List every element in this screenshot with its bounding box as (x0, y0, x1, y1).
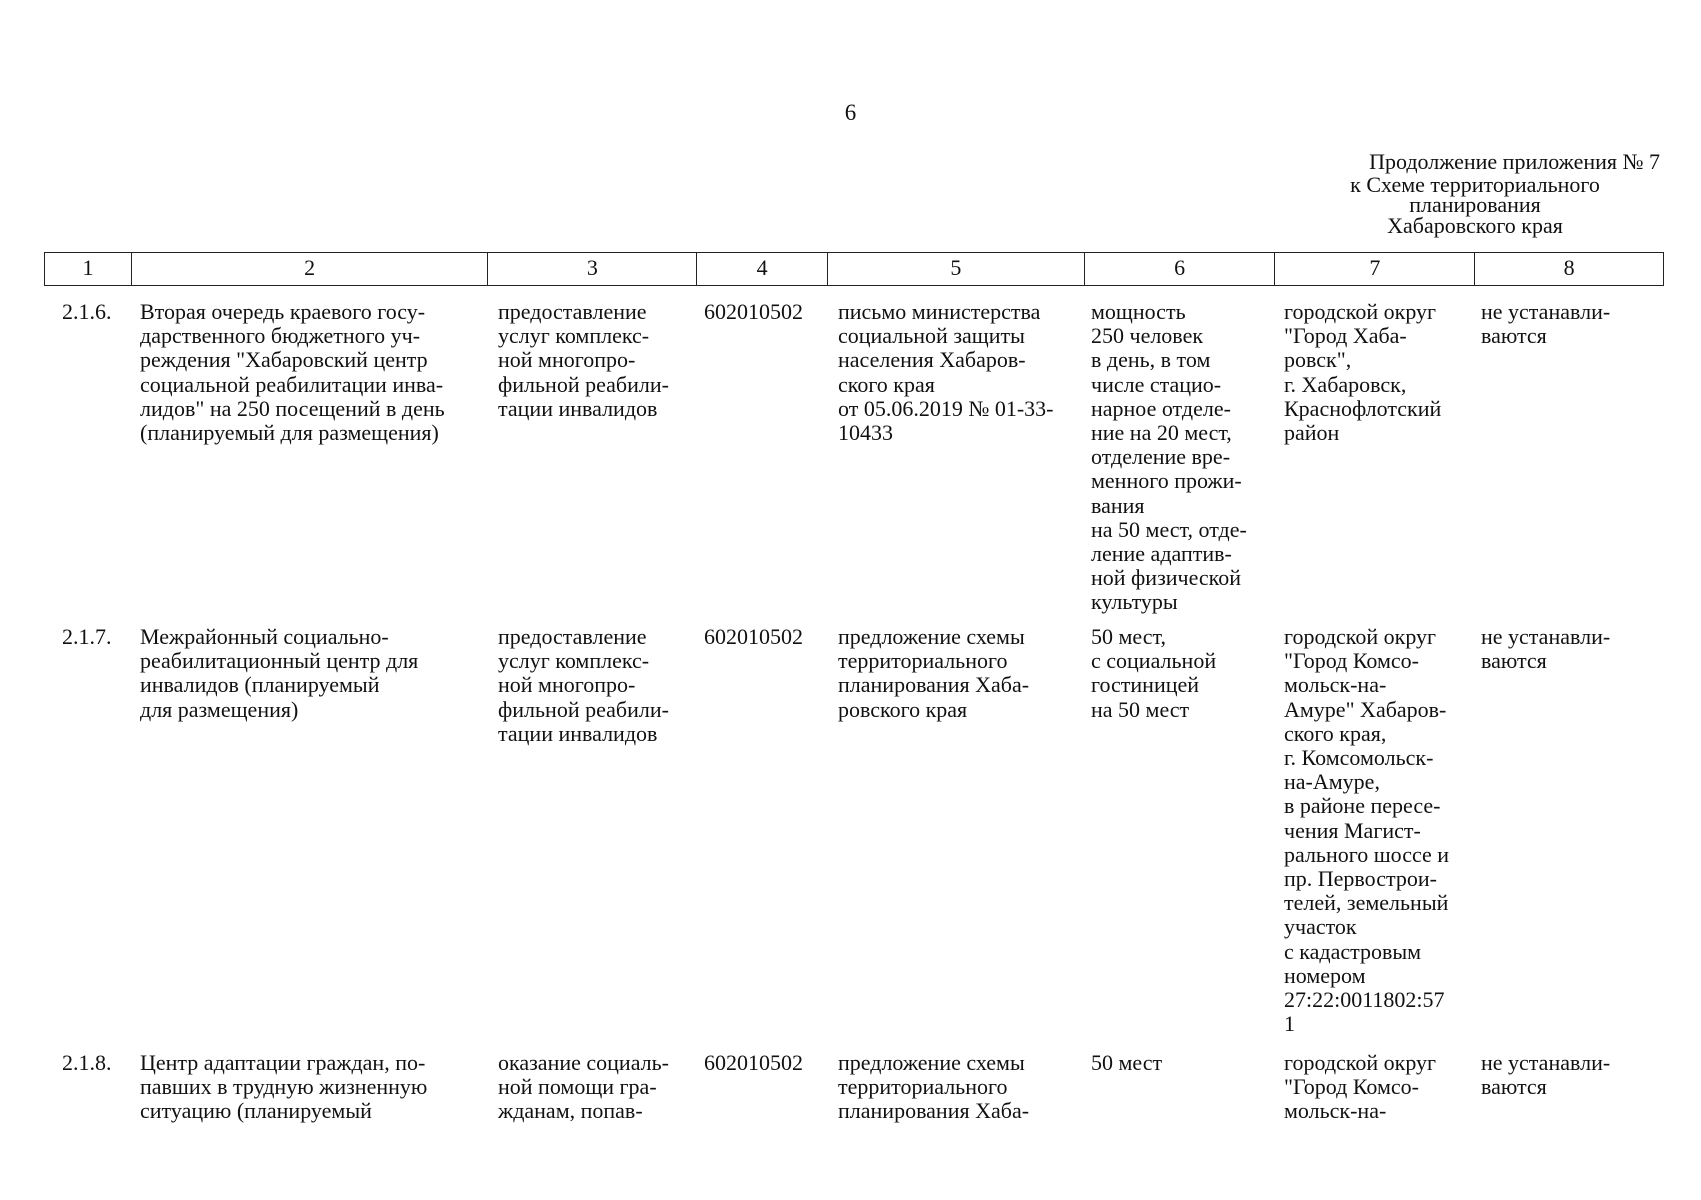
object-code: 602010502 (704, 299, 803, 324)
object-code: 602010502 (704, 624, 803, 649)
basis-document: предложение схемы территориального планирования Хаба- (838, 1050, 1030, 1124)
object-characteristics: мощность 250 человек в день, в том числе стацио- нарное отделе- ние на 20 мест, отделение вре- менного прожи- вания на 50 мест, отде- ление адаптив- ной физической культуры (1091, 299, 1247, 615)
appendix-note-line: Продолжение приложения № 7 (1369, 149, 1660, 174)
column-number: 3 (488, 253, 697, 285)
appendix-note (1290, 150, 1660, 237)
object-purpose: предоставление услуг комплекс- ной многопро- фильной реабили- тации инвалидов (498, 299, 669, 421)
object-code: 602010502 (704, 1050, 803, 1075)
column-number: 5 (828, 253, 1085, 285)
object-location: городской округ "Город Комсо- мольск-на- (1284, 1050, 1437, 1124)
basis-document: письмо министерства социальной защиты населения Хабаров- ского края от 05.06.2019 № 01-33- 10433 (838, 299, 1054, 446)
page-number: 6 (844, 100, 857, 125)
appendix-note-line: к Схеме территориального (1350, 172, 1600, 197)
column-number: 7 (1275, 253, 1475, 285)
object-characteristics: 50 мест (1091, 1050, 1163, 1075)
column-number: 2 (132, 253, 489, 285)
restricted-zones: не устанавли- ваются (1481, 299, 1611, 349)
column-number: 6 (1085, 253, 1276, 285)
object-purpose: оказание социаль- ной помощи гра- жданам, попав- (498, 1050, 669, 1124)
object-name: Межрайонный социально- реабилитационный центр для инвалидов (планируемый для размещения) (140, 624, 419, 722)
object-name: Вторая очередь краевого госу- дарственного бюджетного уч- реждения "Хабаровский центр социальной реабилитации инва- лидов" на 250 посещений в день (планируемый для размещения) (140, 299, 445, 446)
row-number: 2.1.7. (62, 624, 112, 649)
object-name: Центр адаптации граждан, по- павших в трудную жизненную ситуацию (планируемый (140, 1050, 428, 1124)
object-location: городской округ "Город Хаба- ровск", г. Хабаровск, Краснофлотский район (1284, 299, 1442, 446)
column-number: 8 (1563, 255, 1575, 280)
object-location: городской округ "Город Комсо- мольск-на- Амуре" Хабаров- ского края, г. Комсомольск- на-Амуре, в районе пересе- чения Магист- рального шоссе и пр. Первострои- телей, земельный участок с кадастровым номером 27:22:0011802:57 1 (1284, 624, 1450, 1037)
restricted-zones: не устанавли- ваются (1481, 624, 1611, 674)
row-number: 2.1.6. (62, 299, 112, 324)
object-purpose: предоставление услуг комплекс- ной многопро- фильной реабили- тации инвалидов (498, 624, 669, 746)
basis-document: предложение схемы территориального планирования Хаба- ровского края (838, 624, 1030, 722)
appendix-note-line: Хабаровского края (1387, 213, 1563, 238)
appendix-note-line: планирования (1409, 192, 1541, 217)
column-number: 1 (45, 253, 132, 285)
row-number: 2.1.8. (62, 1050, 112, 1075)
object-characteristics: 50 мест, с социальной гостиницей на 50 мест (1091, 624, 1217, 722)
restricted-zones: не устанавли- ваются (1481, 1050, 1611, 1100)
column-number: 4 (697, 253, 828, 285)
column-number-header (44, 252, 1664, 286)
